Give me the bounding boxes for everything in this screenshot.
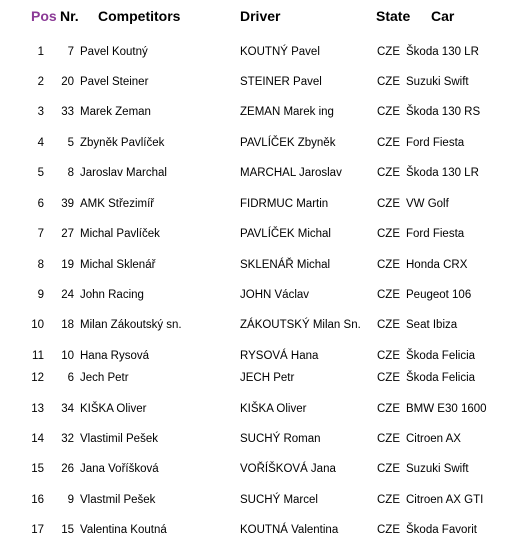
row-pos: 15 <box>31 463 44 475</box>
row-pos: 12 <box>31 372 44 384</box>
row-state: CZE <box>377 228 400 240</box>
row-state: CZE <box>377 137 400 149</box>
row-nr: 33 <box>61 106 74 118</box>
table-row <box>0 491 530 509</box>
header-competitors: Competitors <box>98 8 181 24</box>
row-pos: 13 <box>31 403 44 415</box>
row-competitor: Zbyněk Pavlíček <box>80 137 165 149</box>
table-row <box>0 43 530 61</box>
row-competitor: Valentina Koutná <box>80 524 167 536</box>
row-competitor: Michal Sklenář <box>80 259 156 271</box>
row-competitor: KIŠKA Oliver <box>80 403 147 415</box>
table-row <box>0 347 530 365</box>
row-competitor: Hana Rysová <box>80 350 150 362</box>
row-competitor: Pavel Koutný <box>80 46 148 58</box>
row-car: Ford Fiesta <box>406 228 465 240</box>
row-state: CZE <box>377 198 400 210</box>
row-pos: 11 <box>32 350 44 362</box>
row-pos: 1 <box>37 46 44 58</box>
row-driver: VOŘÍŠKOVÁ Jana <box>240 463 336 475</box>
table-row <box>0 316 530 334</box>
table-row <box>0 73 530 91</box>
table-row <box>0 369 530 387</box>
table-row <box>0 103 530 121</box>
row-state: CZE <box>377 46 400 58</box>
row-pos: 17 <box>31 524 44 536</box>
row-driver: JOHN Václav <box>240 289 310 301</box>
row-state: CZE <box>377 524 400 536</box>
row-nr: 34 <box>61 403 74 415</box>
row-driver: JECH Petr <box>240 372 295 384</box>
row-nr: 20 <box>61 76 74 88</box>
row-nr: 18 <box>61 319 74 331</box>
row-pos: 7 <box>37 228 44 240</box>
row-car: Suzuki Swift <box>406 463 469 475</box>
row-pos: 14 <box>31 433 44 445</box>
row-pos: 2 <box>37 76 44 88</box>
row-state: CZE <box>377 167 400 179</box>
row-driver: SKLENÁŘ Michal <box>240 259 331 271</box>
row-state: CZE <box>377 463 400 475</box>
row-car: Škoda Felicia <box>406 350 476 362</box>
table-row <box>0 400 530 418</box>
row-state: CZE <box>377 403 400 415</box>
row-driver: FIDRMUC Martin <box>240 198 329 210</box>
header-nr: Nr. <box>60 8 79 24</box>
row-car: Peugeot 106 <box>406 289 472 301</box>
row-state: CZE <box>377 76 400 88</box>
header-car: Car <box>431 8 455 24</box>
row-nr: 5 <box>67 137 74 149</box>
table-header <box>0 0 530 30</box>
row-pos: 4 <box>37 137 44 149</box>
row-nr: 27 <box>61 228 74 240</box>
row-pos: 9 <box>37 289 44 301</box>
row-competitor: Jech Petr <box>80 372 129 384</box>
row-nr: 15 <box>61 524 74 536</box>
row-competitor: Marek Zeman <box>80 106 151 118</box>
row-state: CZE <box>377 106 400 118</box>
row-competitor: Pavel Steiner <box>80 76 149 88</box>
row-competitor: AMK Střezimíř <box>80 198 155 210</box>
row-pos: 16 <box>31 494 44 506</box>
row-car: Škoda 130 LR <box>406 46 479 58</box>
table-row <box>0 286 530 304</box>
row-state: CZE <box>377 494 400 506</box>
row-competitor: Jaroslav Marchal <box>80 167 167 179</box>
row-state: CZE <box>377 319 400 331</box>
row-car: Citroen AX GTI <box>406 494 484 506</box>
row-driver: MARCHAL Jaroslav <box>240 167 342 179</box>
table-row <box>0 460 530 478</box>
table-row <box>0 164 530 182</box>
row-nr: 8 <box>67 167 74 179</box>
row-state: CZE <box>377 372 400 384</box>
row-nr: 9 <box>67 494 74 506</box>
row-state: CZE <box>377 259 400 271</box>
row-nr: 32 <box>61 433 74 445</box>
row-pos: 5 <box>37 167 44 179</box>
row-driver: KIŠKA Oliver <box>240 403 307 415</box>
table-row <box>0 195 530 213</box>
row-car: Škoda 130 LR <box>406 167 479 179</box>
header-pos: Pos <box>31 8 57 24</box>
row-pos: 8 <box>37 259 44 271</box>
row-driver: PAVLÍČEK Zbyněk <box>240 137 336 149</box>
row-nr: 6 <box>67 372 74 384</box>
table-row <box>0 134 530 152</box>
row-pos: 10 <box>31 319 44 331</box>
row-car: Seat Ibiza <box>406 319 458 331</box>
row-driver: ZÁKOUTSKÝ Milan Sn. <box>240 319 361 331</box>
row-state: CZE <box>377 289 400 301</box>
row-nr: 19 <box>61 259 74 271</box>
row-car: Ford Fiesta <box>406 137 465 149</box>
row-driver: STEINER Pavel <box>240 76 322 88</box>
row-driver: KOUTNÁ Valentina <box>240 524 339 536</box>
row-car: Škoda 130 RS <box>406 106 481 118</box>
header-driver: Driver <box>240 8 281 24</box>
row-car: Citroen AX <box>406 433 461 445</box>
row-nr: 24 <box>61 289 74 301</box>
table-row <box>0 430 530 448</box>
row-car: BMW E30 1600 <box>406 403 487 415</box>
row-car: Honda CRX <box>406 259 468 271</box>
row-nr: 39 <box>61 198 74 210</box>
row-pos: 6 <box>37 198 44 210</box>
row-competitor: John Racing <box>80 289 144 301</box>
row-driver: ZEMAN Marek ing <box>240 106 334 118</box>
row-state: CZE <box>377 350 400 362</box>
row-competitor: Vlastimil Pešek <box>80 433 158 445</box>
row-competitor: Milan Zákoutský sn. <box>80 319 182 331</box>
row-nr: 26 <box>61 463 74 475</box>
row-competitor: Vlastmil Pešek <box>80 494 156 506</box>
header-state: State <box>376 8 411 24</box>
row-driver: PAVLÍČEK Michal <box>240 228 331 240</box>
row-car: Škoda Felicia <box>406 372 476 384</box>
table-row <box>0 256 530 274</box>
row-state: CZE <box>377 433 400 445</box>
row-driver: RYSOVÁ Hana <box>240 350 319 362</box>
row-driver: SUCHÝ Roman <box>240 433 321 445</box>
row-competitor: Jana Voříšková <box>80 463 159 475</box>
table-row <box>0 521 530 539</box>
table-row <box>0 225 530 243</box>
row-car: Suzuki Swift <box>406 76 469 88</box>
row-driver: SUCHÝ Marcel <box>240 494 318 506</box>
row-car: VW Golf <box>406 198 449 210</box>
row-competitor: Michal Pavlíček <box>80 228 160 240</box>
row-pos: 3 <box>37 106 44 118</box>
row-driver: KOUTNÝ Pavel <box>240 46 320 58</box>
row-nr: 7 <box>67 46 74 58</box>
row-car: Škoda Favorit <box>406 524 477 536</box>
row-nr: 10 <box>61 350 74 362</box>
